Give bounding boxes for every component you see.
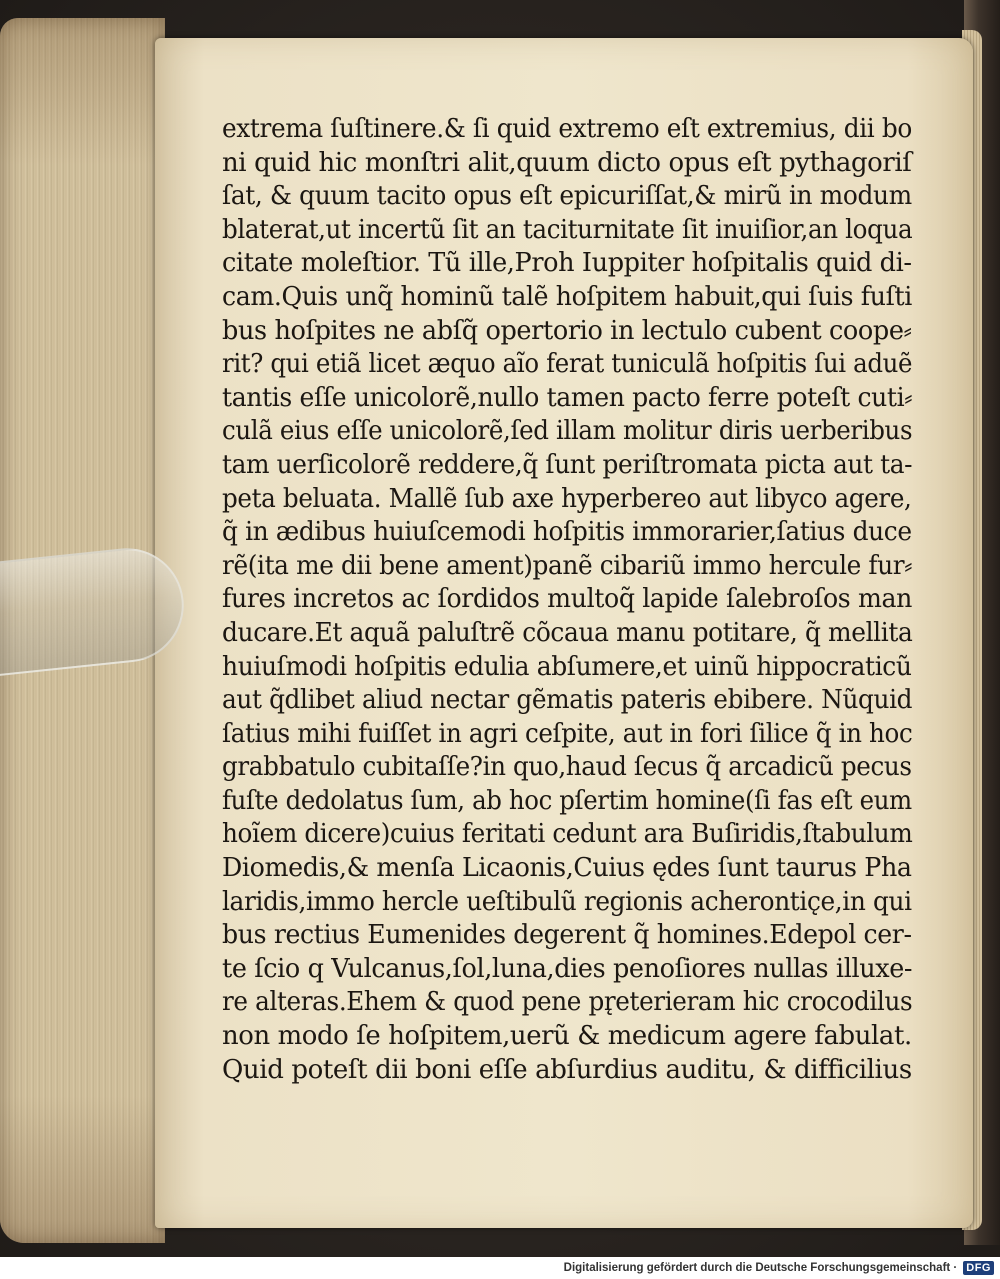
text-line: peta beluata. Mallẽ ſub axe hyperbereo aut libyco agere,: [222, 482, 912, 514]
text-line: tantis eſſe unicolorẽ,nullo tamen pacto ferre poteſt cuti⸗: [222, 381, 913, 413]
text-line: citate moleſtior. Tũ ille,Proh Iuppiter hoſpitalis quid di-: [222, 247, 912, 279]
text-line: non modo ſe hoſpitem,uerũ & medicum agere fabulat.: [222, 1020, 912, 1052]
text-line: fuſte dedolatus ſum, ab hoc pſertim homine(ſi fas eſt eum: [222, 784, 912, 816]
text-line: bus rectius Eumenides degerent q̃ homines.Edepol cer-: [222, 919, 912, 951]
text-line: fures incretos ac ſordidos multoq̃ lapide ſalebroſos man: [222, 583, 913, 615]
text-line: culã eius eſſe unicolorẽ,ſed illam molitur diris uerberibus: [222, 415, 913, 447]
digitization-footer: [0, 1257, 1000, 1279]
text-line: ſatius mihi fuiſſet in agri ceſpite, aut in fori ſilice q̃ in hoc: [222, 717, 913, 749]
text-line: aut q̃dlibet aliud nectar gẽmatis pateris ebibere. Nũquid: [222, 684, 913, 716]
text-line: tam uerſicolorẽ reddere,q̃ ſunt periſtromata picta aut ta-: [222, 448, 913, 480]
text-line: rẽ(ita me dii bene ament)panẽ cibariũ immo hercule fur⸗: [222, 549, 913, 581]
text-line: te ſcio q Vulcanus,ſol,luna,dies penoſiores nullas illuxe-: [222, 952, 913, 984]
text-line: extrema ſuſtinere.& ſi quid extremo eſt extremius, dii bo: [222, 113, 912, 144]
text-line: bus hoſpites ne abſq̃ opertorio in lectulo cubent coope⸗: [222, 314, 912, 346]
text-line: cam.Quis unq̃ hominũ talẽ hoſpitem habuit,qui ſuis fuſti: [222, 280, 912, 312]
text-line: ducare.Et aquã paluſtrẽ cõcaua manu potitare, q̃ mellita: [222, 616, 913, 648]
page-text-block: [222, 112, 922, 1086]
text-line: hoĩem dicere)cuius feritati cedunt ara Buſiridis,ſtabulum: [222, 818, 913, 850]
text-line: huiuſmodi hoſpitis edulia abſumere,et uinũ hippocraticũ: [222, 650, 912, 682]
text-line: Diomedis,& menſa Licaonis,Cuius ędes ſunt taurus Pha: [222, 852, 912, 884]
text-line: rit? qui etiã licet æquo aĩo ferat tuniculã hoſpitis ſui aduẽ: [222, 348, 913, 380]
text-line: ſat, & quum tacito opus eſt epicuriſſat,& mirũ in modum: [222, 180, 912, 212]
dfg-logo-icon: DFG: [963, 1261, 994, 1275]
text-line: re alteras.Ehem & quod pene pr̨eterieram hic crocodilus: [222, 986, 913, 1018]
text-line: q̃ in ædibus huiuſcemodi hoſpitis immorarier,ſatius duce: [222, 516, 912, 548]
text-line: laridis,immo hercle ueſtibulũ regionis acherontic̨e,in qui: [222, 885, 912, 917]
text-line: grabbatulo cubitaſſe?in quo,haud ſecus q̃ arcadicũ pecus: [222, 751, 912, 783]
text-line: Quid poteſt dii boni eſſe abſurdius auditu, & difficilius: [222, 1053, 912, 1085]
text-line: ni quid hic monſtri alit,quum dicto opus eſt pythagoriſ: [222, 146, 912, 178]
funding-credit: Digitalisierung gefördert durch die Deutsche Forschungsgemeinschaft ·: [563, 1262, 958, 1274]
text-line: blaterat,ut incertũ ſit an taciturnitate ſit inuiſior,an loqua: [222, 213, 913, 245]
